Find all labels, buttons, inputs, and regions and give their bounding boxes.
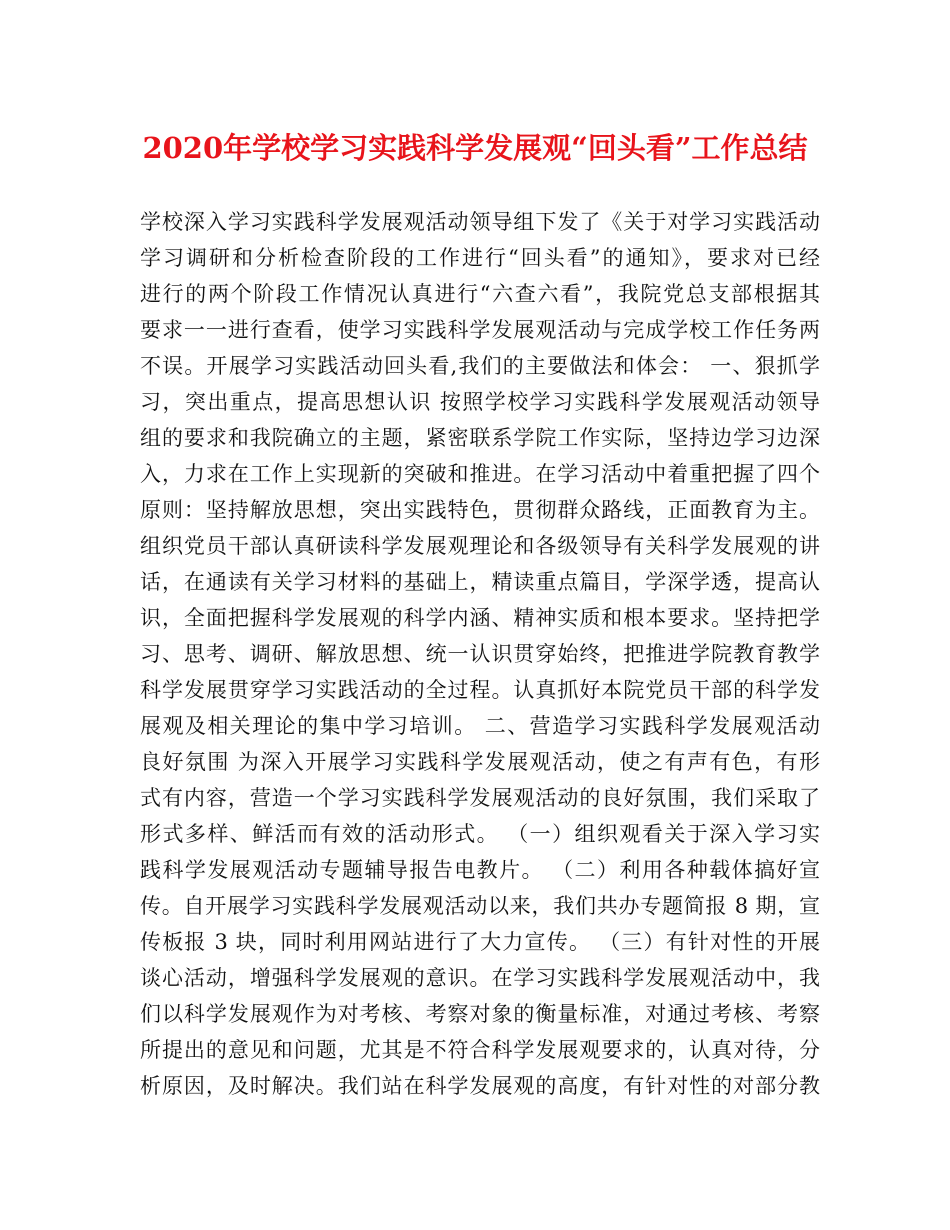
body-line: 展观及相关理论的集中学习培训。 二、营造学习实践科学发展观活动 <box>140 714 820 738</box>
body-line: 谈心活动，增强科学发展观的意识。在学习实践科学发展观活动中，我 <box>140 966 820 990</box>
body-line: 传。自开展学习实践科学发展观活动以来，我们共办专题简报 8 期，宣 <box>140 894 820 918</box>
body-line: 要求一一进行查看，使学习实践科学发展观活动与完成学校工作任务两 <box>140 318 820 342</box>
body-line: 组织党员干部认真研读科学发展观理论和各级领导有关科学发展观的讲 <box>140 534 820 558</box>
body-line: 入，力求在工作上实现新的突破和推进。在学习活动中着重把握了四个 <box>140 462 820 486</box>
body-line: 良好氛围 为深入开展学习实践科学发展观活动，使之有声有色，有形 <box>140 750 820 774</box>
body-line: 话，在通读有关学习材料的基础上，精读重点篇目，学深学透，提高认 <box>140 570 820 594</box>
body-line: 学习调研和分析检查阶段的工作进行“回头看”的通知》，要求对已经 <box>140 246 820 270</box>
body-line: 科学发展贯穿学习实践活动的全过程。认真抓好本院党员干部的科学发 <box>140 678 820 702</box>
body-line: 不误。开展学习实践活动回头看,我们的主要做法和体会： 一、狠抓学 <box>140 354 820 378</box>
document-body <box>140 204 820 1104</box>
body-line: 式有内容，营造一个学习实践科学发展观活动的良好氛围，我们采取了 <box>140 786 820 810</box>
body-line: 原则：坚持解放思想，突出实践特色，贯彻群众路线，正面教育为主。 <box>140 498 820 522</box>
body-line: 学校深入学习实践科学发展观活动领导组下发了《关于对学习实践活动 <box>140 210 820 234</box>
body-line: 们以科学发展观作为对考核、考察对象的衡量标准，对通过考核、考察 <box>140 1002 820 1026</box>
body-line: 形式多样、鲜活而有效的活动形式。 （一）组织观看关于深入学习实 <box>140 822 820 846</box>
body-line: 传板报 3 块，同时利用网站进行了大力宣传。 （三）有针对性的开展 <box>140 930 820 954</box>
body-line: 所提出的意见和问题，尤其是不符合科学发展观要求的，认真对待，分 <box>140 1038 820 1062</box>
body-line: 识，全面把握科学发展观的科学内涵、精神实质和根本要求。坚持把学 <box>140 606 820 630</box>
document-title: 2020年学校学习实践科学发展观“回头看”工作总结 <box>142 131 808 165</box>
body-line: 践科学发展观活动专题辅导报告电教片。 （二）利用各种载体搞好宣 <box>140 858 820 882</box>
body-line: 析原因，及时解决。我们站在科学发展观的高度，有针对性的对部分教 <box>140 1074 820 1098</box>
body-line: 进行的两个阶段工作情况认真进行“六查六看”，我院党总支部根据其 <box>140 282 820 306</box>
body-line: 习、思考、调研、解放思想、统一认识贯穿始终，把推进学院教育教学 <box>140 642 820 666</box>
body-line: 习，突出重点，提高思想认识 按照学校学习实践科学发展观活动领导 <box>140 390 820 414</box>
body-line: 组的要求和我院确立的主题，紧密联系学院工作实际，坚持边学习边深 <box>140 426 820 450</box>
